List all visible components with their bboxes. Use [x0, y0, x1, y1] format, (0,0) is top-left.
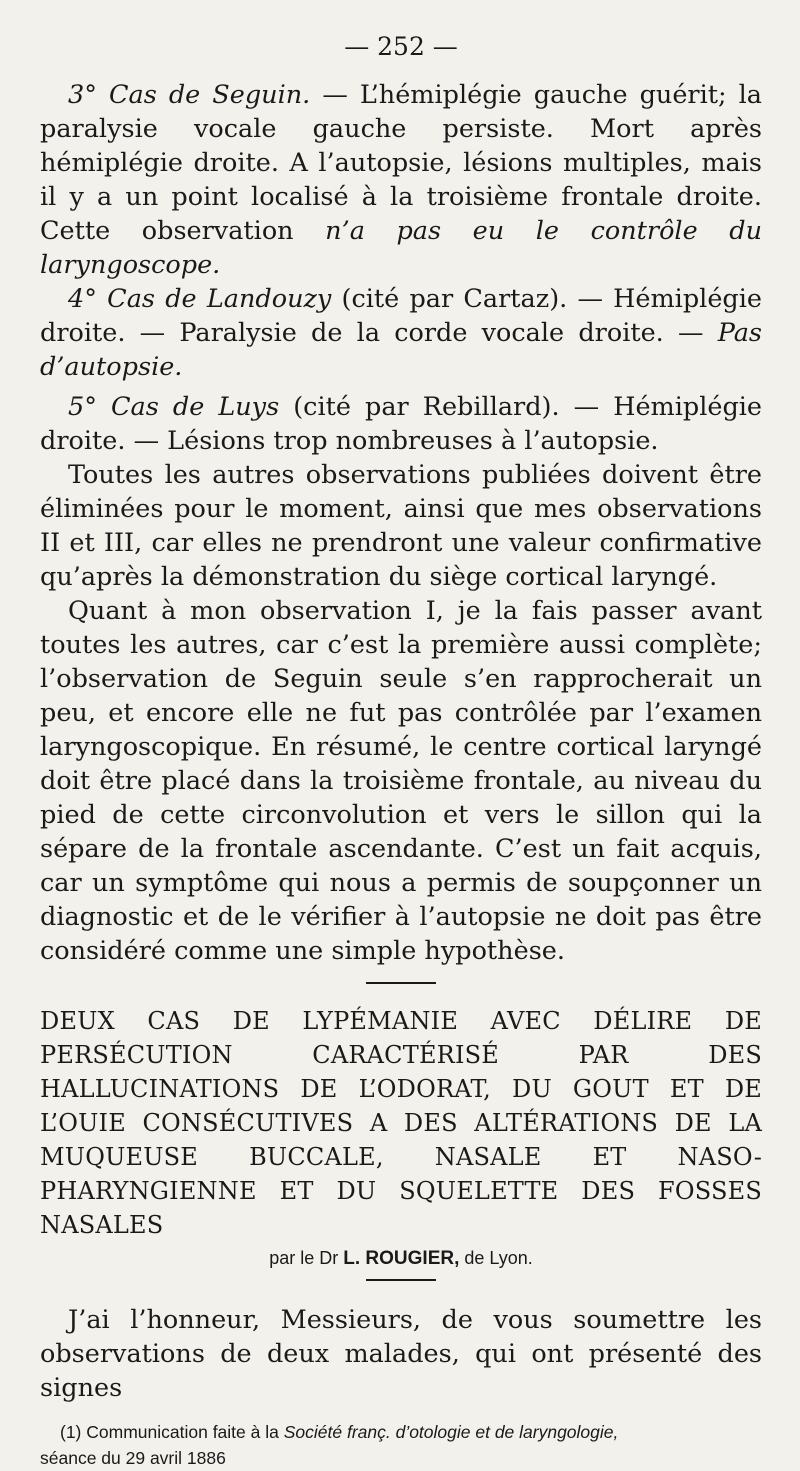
- byline-suffix: de Lyon.: [459, 1248, 533, 1268]
- footnote-line-1: [40, 1419, 762, 1445]
- case-3-label: 3° Cas de Seguin.: [68, 80, 311, 110]
- footnote-line-2: séance du 29 avril 1886: [40, 1448, 226, 1468]
- paragraph-toutes: Toutes les autres observations publiées doivent être éliminées pour le moment, ainsi que mes observations II et III, car elles ne prendront une valeur confirmative qu’après la démonstration du siège cortical laryngé.: [40, 460, 762, 592]
- case-3-paragraph: [40, 78, 762, 282]
- case-5-paragraph: [40, 390, 762, 458]
- case-4-paragraph: [40, 282, 762, 384]
- article-title: DEUX CAS DE LYPÉMANIE AVEC DÉLIRE DE PERSÉCUTION CARACTÉRISÉ PAR DES HALLUCINATIONS DE L’ODORAT, DU GOUT ET DE L’OUIE CONSÉCUTIVES A DES ALTÉRATIONS DE LA MUQUEUSE BUCCALE, NASALE ET NASO-PHARYNGIENNE ET DU SQUELETTE DES FOSSES NASALES: [40, 1007, 762, 1239]
- case-4-text: (cité par Cartaz). — Hémiplégie droite. — Paralysie de la corde vocale droite. —: [40, 284, 762, 348]
- byline-divider: [366, 1279, 436, 1281]
- page-number: — 252 —: [344, 32, 458, 61]
- byline-author: L. ROUGIER,: [343, 1248, 460, 1269]
- paragraph-quant: Quant à mon observation I, je la fais passer avant toutes les autres, car c’est la première aussi complète; l’observation de Seguin seule s’en rapprocherait un peu, et encore elle ne fut pas contrôlée par l’examen laryngoscopique. En résumé, le centre cortical laryngé doit être placé dans la troisième frontale, au niveau du pied de cette circonvolution et vers le sillon qui la sépare de la frontale ascendante. C’est un fait acquis, car un symptôme qui nous a permis de soupçonner un diagnostic et de le vérifier à l’autopsie ne doit pas être considéré comme une simple hypothèse.: [40, 596, 762, 966]
- byline: [40, 1244, 762, 1273]
- case-3-italic-end: n’a pas eu le contrôle du laryngoscope.: [40, 216, 762, 280]
- case-3-text: — L’hémiplégie gauche guérit; la paralysie vocale gauche persiste. Mort après hémiplégie droite. A l’autopsie, lésions multiples, mais il y a un point localisé à la troisième frontale droite. Cette observation: [40, 80, 762, 246]
- footnote-italic: Société franç. d’otologie et de laryngologie,: [283, 1422, 619, 1442]
- case-4-italic-end: Pas d’autopsie.: [40, 318, 762, 382]
- case-5-text: (cité par Rebillard). — Hémiplégie droite. — Lésions trop nombreuses à l’autopsie.: [40, 392, 763, 456]
- footnote-text: (1) Communication faite à la: [60, 1422, 284, 1442]
- byline-prefix: par le Dr: [269, 1248, 344, 1268]
- section-divider: [366, 982, 436, 984]
- case-4-label: 4° Cas de Landouzy: [68, 284, 332, 314]
- case-5-label: 5° Cas de Luys: [68, 392, 280, 422]
- footnote: [40, 1419, 762, 1471]
- paragraph-intro: J’ai l’honneur, Messieurs, de vous soumettre les observations de deux malades, qui ont présenté des signes: [40, 1305, 762, 1403]
